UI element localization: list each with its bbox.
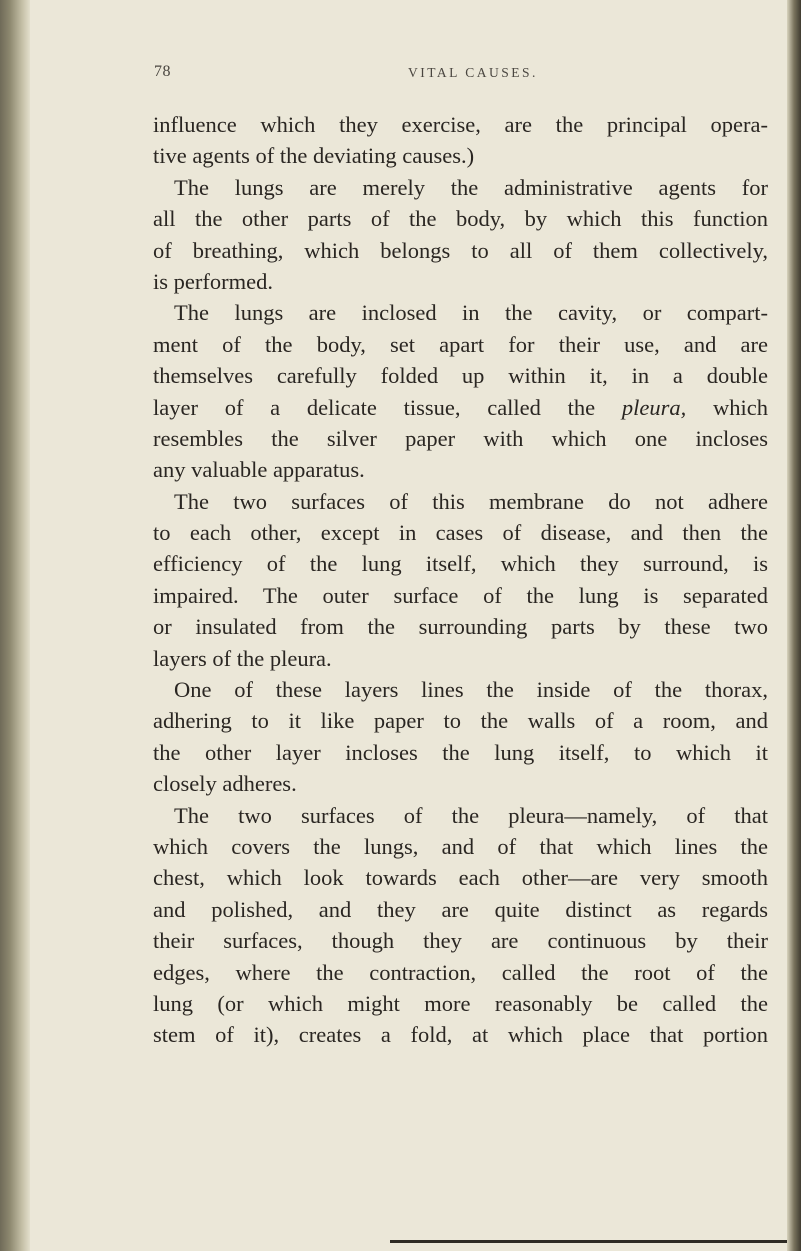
text-line: all the other parts of the body, by which this function: [153, 206, 768, 232]
text-line: or insulated from the surrounding parts by these two: [153, 614, 768, 640]
text-line: The lungs are merely the administrative agents for: [174, 174, 768, 200]
text-line: stem of it), creates a fold, at which place that portion: [153, 1022, 768, 1048]
text-line: The two surfaces of the pleura—namely, of that: [174, 802, 768, 828]
text-line: The lungs are inclosed in the cavity, or compart-: [174, 300, 768, 326]
text-line: lung (or which might more reasonably be called the: [153, 990, 768, 1016]
text-line: edges, where the contraction, called the root of the: [153, 959, 768, 985]
text-line: themselves carefully folded up within it, in a double: [153, 363, 768, 389]
running-title: VITAL CAUSES.: [408, 65, 538, 80]
italic-term: pleura,: [621, 394, 687, 420]
text-line: efficiency of the lung itself, which they surround, is: [153, 551, 768, 577]
page-gutter-left: [0, 0, 30, 1251]
text-line: their surfaces, though they are continuous by their: [153, 928, 768, 954]
text-line: to each other, except in cases of disease, and then the: [153, 520, 768, 546]
text-line: closely adheres.: [153, 771, 297, 797]
text-line: of breathing, which belongs to all of them collectively,: [153, 237, 768, 263]
text-line: adhering to it like paper to the walls of a room, and: [153, 708, 768, 734]
body-text: [153, 109, 768, 1051]
text-line: layers of the pleura.: [153, 645, 332, 671]
text-line: is performed.: [153, 268, 273, 294]
page-edge-right: [787, 0, 801, 1251]
bottom-rule: [390, 1240, 787, 1243]
text-line: influence which they exercise, are the principal opera-: [153, 112, 768, 137]
running-head: [0, 63, 801, 87]
page-number: 78: [154, 63, 171, 80]
text-line: which covers the lungs, and of that which lines the: [153, 833, 768, 859]
text-line: tive agents of the deviating causes.): [153, 143, 475, 169]
text-line: ment of the body, set apart for their use, and are: [153, 331, 768, 357]
text-line: chest, which look towards each other—are very smooth: [153, 865, 768, 891]
text-line: and polished, and they are quite distinct as regards: [153, 896, 768, 922]
text-line: the other layer incloses the lung itself, to which it: [153, 739, 768, 765]
text-line: impaired. The outer surface of the lung is separated: [153, 582, 768, 608]
text-line: any valuable apparatus.: [153, 457, 365, 483]
text-line: resembles the silver paper with which one incloses: [153, 425, 768, 451]
text-line: One of these layers lines the inside of the thorax,: [174, 677, 768, 703]
text-line: The two surfaces of this membrane do not adhere: [174, 488, 768, 514]
text-line: layer of a delicate tissue, called the pleura, which: [153, 394, 768, 420]
